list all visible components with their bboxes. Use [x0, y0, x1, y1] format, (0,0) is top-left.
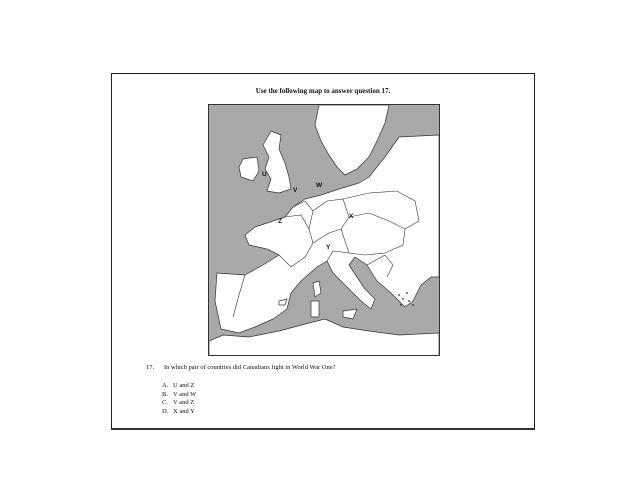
ireland	[239, 157, 259, 181]
answer-option-c	[162, 399, 196, 408]
option-letter: D.	[162, 407, 169, 415]
map-label-w: W	[316, 182, 323, 189]
option-text: V and Z	[173, 399, 195, 406]
britain	[263, 131, 291, 193]
map-label-v: V	[293, 187, 298, 194]
option-letter: A.	[162, 382, 169, 389]
question-17	[146, 364, 335, 371]
answer-option-d	[162, 408, 196, 417]
map-label-u: U	[262, 171, 267, 178]
map-drawing	[209, 105, 439, 356]
option-text: U and Z	[173, 382, 195, 389]
corsica	[313, 281, 321, 297]
question-number: 17.	[146, 364, 155, 371]
answer-option-a	[162, 382, 196, 391]
question-text: In which pair of countries did Canadians fight in World War One?	[164, 364, 336, 371]
option-letter: B.	[162, 390, 168, 398]
map-label-z: Z	[278, 218, 282, 225]
option-text: V and W	[173, 390, 197, 398]
map-instruction: Use the following map to answer question 17.	[255, 87, 391, 95]
sardinia	[311, 301, 319, 317]
answer-options	[162, 382, 196, 416]
map-label-x: X	[349, 213, 354, 220]
option-text: X and Y	[173, 407, 195, 415]
option-letter: C.	[162, 399, 168, 406]
scandinavia	[315, 105, 389, 175]
sicily	[343, 309, 357, 319]
europe-map	[208, 104, 440, 356]
answer-option-b	[162, 391, 196, 400]
map-label-y: Y	[326, 244, 331, 251]
worksheet-page	[111, 73, 535, 430]
